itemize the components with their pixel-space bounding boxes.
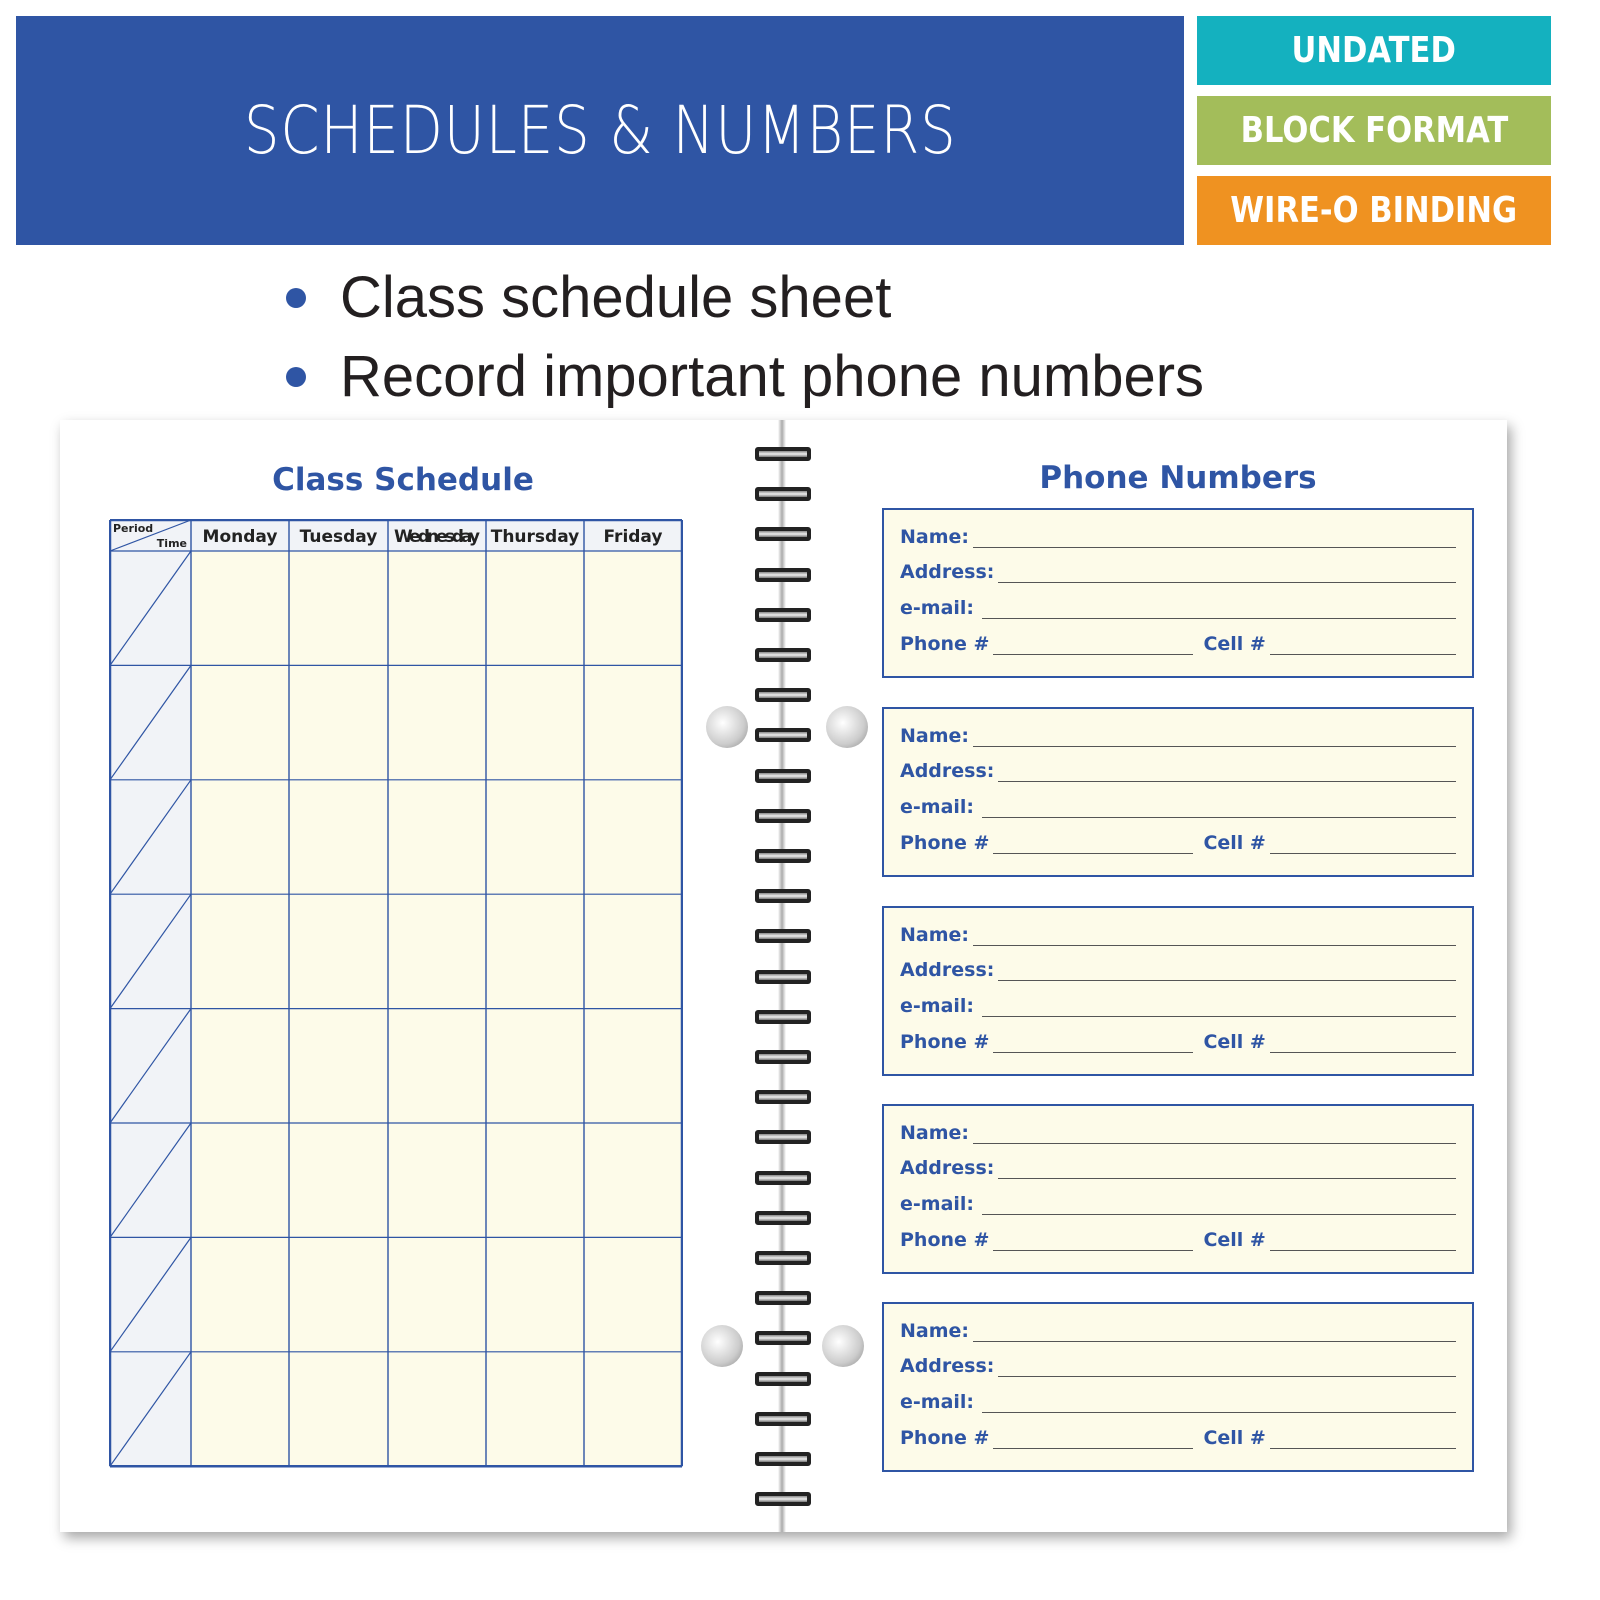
binding-ring — [755, 1171, 811, 1185]
cell-label: Cell # — [1203, 1031, 1266, 1053]
name-row — [900, 725, 1456, 747]
phone-row — [900, 1427, 1456, 1449]
binding-ring — [755, 809, 811, 823]
schedule-cell — [289, 780, 388, 894]
schedule-cell — [289, 894, 388, 1008]
badge-label: BLOCK FORMAT — [1240, 110, 1508, 151]
phone-label: Phone # — [900, 633, 990, 655]
email-field[interactable] — [982, 800, 1456, 818]
name-field[interactable] — [973, 729, 1456, 747]
bullet-text: Class schedule sheet — [340, 265, 892, 330]
name-row — [900, 1122, 1456, 1144]
schedule-cell — [191, 1237, 289, 1351]
cell-field[interactable] — [1270, 637, 1456, 655]
bullet-text: Record important phone numbers — [340, 344, 1205, 409]
day-header: Thursday — [490, 527, 580, 547]
cell-label: Cell # — [1203, 633, 1266, 655]
name-field[interactable] — [973, 928, 1456, 946]
schedule-cell — [289, 1352, 388, 1466]
binding-ring — [755, 849, 811, 863]
binding-ring — [755, 1090, 811, 1104]
cell-field[interactable] — [1270, 836, 1456, 854]
name-row — [900, 924, 1456, 946]
binding-ring — [755, 1010, 811, 1024]
schedule-cell — [584, 1352, 682, 1466]
cell-field[interactable] — [1270, 1233, 1456, 1251]
name-field[interactable] — [973, 1126, 1456, 1144]
phone-label: Phone # — [900, 1031, 990, 1053]
schedule-cell — [191, 551, 289, 665]
name-row — [900, 1320, 1456, 1342]
binding-ring — [755, 447, 811, 461]
email-label: e-mail: — [900, 1391, 975, 1413]
day-header: Friday — [603, 527, 663, 547]
binding-ring — [755, 1331, 811, 1345]
phone-entry-card — [882, 906, 1474, 1076]
binding-ring — [755, 688, 811, 702]
address-field[interactable] — [998, 1161, 1456, 1179]
schedule-cell — [388, 665, 486, 779]
name-field[interactable] — [973, 530, 1456, 548]
binding-ring — [755, 568, 811, 582]
email-field[interactable] — [982, 1197, 1456, 1215]
bullet-item — [286, 343, 1204, 410]
binding-ring — [755, 1492, 811, 1506]
binding-ring — [755, 1372, 811, 1386]
name-label: Name: — [900, 725, 970, 747]
phone-entry-card — [882, 707, 1474, 877]
bullet-dot-icon — [286, 288, 306, 308]
address-field[interactable] — [998, 963, 1456, 981]
banner-title-text: SCHEDULES & NUMBERS — [243, 92, 957, 169]
name-row — [900, 526, 1456, 548]
address-label: Address: — [900, 760, 995, 782]
binder-hole-icon — [822, 1325, 864, 1367]
schedule-cell — [191, 1352, 289, 1466]
schedule-cell — [584, 551, 682, 665]
binding-ring — [755, 728, 811, 742]
banner-title — [16, 16, 1184, 245]
schedule-cell — [289, 1237, 388, 1351]
address-row — [900, 561, 1456, 583]
schedule-cell — [191, 1009, 289, 1123]
schedule-cell — [388, 780, 486, 894]
badge-undated — [1197, 16, 1551, 85]
bullet-dot-icon — [286, 367, 306, 387]
phone-field[interactable] — [993, 1233, 1193, 1251]
phone-row — [900, 1229, 1456, 1251]
email-field[interactable] — [982, 1395, 1456, 1413]
binding-ring — [755, 929, 811, 943]
binding-ring — [755, 769, 811, 783]
address-field[interactable] — [998, 1359, 1456, 1377]
address-label: Address: — [900, 1355, 995, 1377]
badge-block-format — [1197, 96, 1551, 165]
day-header: Tuesday — [299, 527, 378, 547]
schedule-cell — [388, 1009, 486, 1123]
phone-row — [900, 832, 1456, 854]
badge-label: WIRE-O BINDING — [1230, 190, 1518, 231]
corner-label-time: Time — [156, 537, 187, 550]
phone-field[interactable] — [993, 1035, 1193, 1053]
cell-label: Cell # — [1203, 1229, 1266, 1251]
schedule-cell — [584, 1123, 682, 1237]
name-label: Name: — [900, 526, 970, 548]
binding-ring — [755, 889, 811, 903]
badge-wire-o-binding — [1197, 176, 1551, 245]
name-field[interactable] — [973, 1324, 1456, 1342]
schedule-cell — [584, 780, 682, 894]
class-schedule-title: Class Schedule — [272, 462, 534, 498]
schedule-cell — [486, 665, 584, 779]
schedule-cell — [191, 780, 289, 894]
binding-ring — [755, 1130, 811, 1144]
email-row — [900, 995, 1456, 1017]
phone-field[interactable] — [993, 836, 1193, 854]
cell-field[interactable] — [1270, 1431, 1456, 1449]
schedule-cell — [191, 1123, 289, 1237]
day-header: Monday — [202, 527, 278, 547]
address-label: Address: — [900, 561, 995, 583]
name-label: Name: — [900, 1320, 970, 1342]
phone-entry-card — [882, 508, 1474, 678]
phone-row — [900, 1031, 1456, 1053]
phone-field[interactable] — [993, 637, 1193, 655]
email-label: e-mail: — [900, 796, 975, 818]
address-label: Address: — [900, 959, 995, 981]
phone-row — [900, 633, 1456, 655]
corner-label-period: Period — [113, 522, 154, 535]
binding-ring — [755, 1211, 811, 1225]
class-schedule-table — [109, 519, 683, 1469]
schedule-cell — [486, 1009, 584, 1123]
name-label: Name: — [900, 924, 970, 946]
address-field[interactable] — [998, 565, 1456, 583]
schedule-cell — [584, 1009, 682, 1123]
address-row — [900, 760, 1456, 782]
phone-entry-card — [882, 1104, 1474, 1274]
schedule-cell — [486, 1352, 584, 1466]
name-label: Name: — [900, 1122, 970, 1144]
schedule-cell — [388, 894, 486, 1008]
address-label: Address: — [900, 1157, 995, 1179]
schedule-cell — [191, 894, 289, 1008]
phone-label: Phone # — [900, 1427, 990, 1449]
schedule-cell — [289, 1123, 388, 1237]
binding-ring — [755, 487, 811, 501]
cell-label: Cell # — [1203, 1427, 1266, 1449]
phone-field[interactable] — [993, 1431, 1193, 1449]
schedule-cell — [388, 551, 486, 665]
badge-label: UNDATED — [1291, 30, 1457, 71]
schedule-cell — [486, 1123, 584, 1237]
schedule-cell — [584, 665, 682, 779]
phone-numbers-title: Phone Numbers — [1039, 460, 1317, 496]
phone-entry-card — [882, 1302, 1474, 1472]
binding-ring — [755, 1291, 811, 1305]
email-label: e-mail: — [900, 597, 975, 619]
email-row — [900, 796, 1456, 818]
email-row — [900, 1391, 1456, 1413]
schedule-cell — [486, 551, 584, 665]
cell-field[interactable] — [1270, 1035, 1456, 1053]
address-field[interactable] — [998, 764, 1456, 782]
phone-label: Phone # — [900, 832, 990, 854]
schedule-cell — [289, 1009, 388, 1123]
binding-ring — [755, 1412, 811, 1426]
schedule-cell — [388, 1352, 486, 1466]
binding-ring — [755, 970, 811, 984]
schedule-cell — [486, 894, 584, 1008]
email-row — [900, 1193, 1456, 1215]
schedule-cell — [584, 894, 682, 1008]
address-row — [900, 959, 1456, 981]
binding-ring — [755, 527, 811, 541]
address-row — [900, 1355, 1456, 1377]
schedule-cell — [486, 1237, 584, 1351]
binding-ring — [755, 648, 811, 662]
email-field[interactable] — [982, 999, 1456, 1017]
email-row — [900, 597, 1456, 619]
binding-ring — [755, 1452, 811, 1466]
binder-hole-icon — [826, 706, 868, 748]
schedule-cell — [388, 1123, 486, 1237]
bullet-item — [286, 264, 891, 331]
address-row — [900, 1157, 1456, 1179]
binding-ring — [755, 1050, 811, 1064]
schedule-cell — [486, 780, 584, 894]
binder-hole-icon — [701, 1325, 743, 1367]
day-header: Wednesday — [394, 527, 480, 547]
email-label: e-mail: — [900, 995, 975, 1017]
email-field[interactable] — [982, 601, 1456, 619]
binding-ring — [755, 608, 811, 622]
binding-ring — [755, 1251, 811, 1265]
binder-hole-icon — [706, 706, 748, 748]
schedule-cell — [289, 551, 388, 665]
schedule-cell — [289, 665, 388, 779]
cell-label: Cell # — [1203, 832, 1266, 854]
email-label: e-mail: — [900, 1193, 975, 1215]
schedule-cell — [584, 1237, 682, 1351]
phone-label: Phone # — [900, 1229, 990, 1251]
schedule-cell — [191, 665, 289, 779]
schedule-cell — [388, 1237, 486, 1351]
